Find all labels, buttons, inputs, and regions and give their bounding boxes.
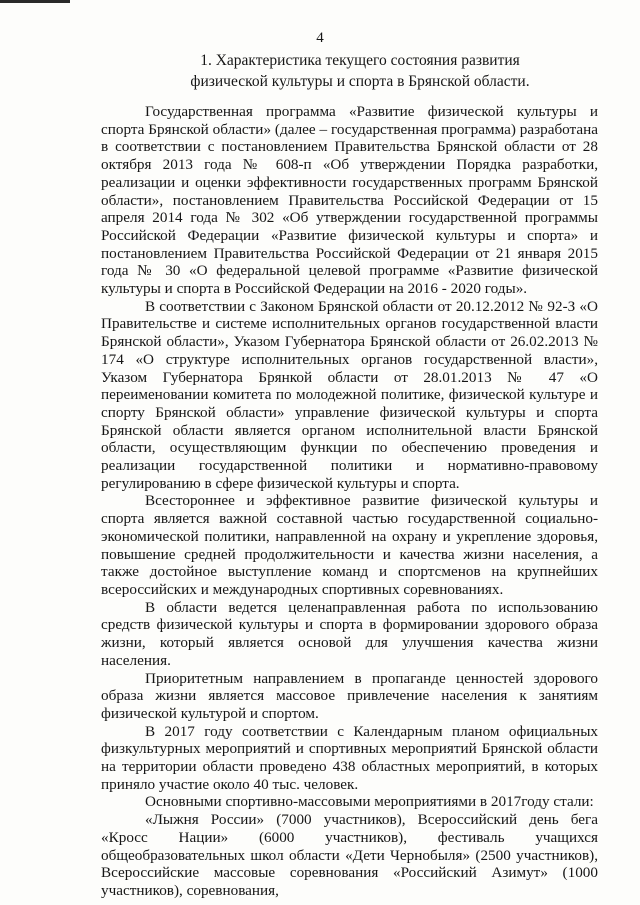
paragraph-2017-events: В 2017 году соответствии с Календарным планом официальных физкультурных мероприятий и спортивных мероприятий Брянской области на территории области проведено 438 областных мероприятий, в которых приняло участие около 40 тыс. человек. <box>101 722 598 793</box>
paragraph-priority-direction: Приоритетным направлением в пропаганде ценностей здорового образа жизни является массовое привлечение населения к занятиям физической культурой и спортом. <box>101 669 598 722</box>
scan-edge-mark <box>0 0 70 3</box>
paragraph-legal-authority: В соответствии с Законом Брянской области от 20.12.2012 № 92-З «О Правительстве и системе исполнительных органов государственной власти Брянской области», Указом Губернатора Брянской области от 26.02.2013 № 174 «О структуре исполнительных органов государственной власти», Указом Губернатора Брянкой области от 28.01.2013 № 47 «О переименовании комитета по молодежной политике, физической культуре и спорту Брянской области» управление физической культуры и спорта Брянской области является органом исполнительной власти Брянской области, осуществляющим функции по обеспечению проведения и реализации государственной политики и нормативно-правовому регулированию в сфере физической культуры и спорта. <box>101 297 598 492</box>
section-heading-line-1: 1. Характеристика текущего состояния развития <box>200 52 520 69</box>
page-number: 4 <box>316 30 324 46</box>
paragraph-main-events-list: «Лыжня России» (7000 участников), Всероссийский день бега «Кросс Нации» (6000 участников), фестиваль учащихся общеобразовательных школ области «Дети Чернобыля» (2500 участников), Всероссийские массовые соревнования «Российский Азимут» (1000 участников), соревнования, <box>101 811 598 899</box>
document-body <box>101 103 598 900</box>
paragraph-program-basis: Государственная программа «Развитие физической культуры и спорта Брянской области» (далее – государственная программа) разработана в соответствии с постановлением Правительства Брянской области от 28 октября 2013 года № 608-п «Об утверждении Порядка разработки, реализации и оценки эффективности государственных программ Брянской области», постановлением Правительства Российской Федерации от 15 апреля 2014 года № 302 «Об утверждении государственной программы Российской Федерации «Развитие физической культуры и спорта» и постановлением Правительства Российской Федерации от 21 января 2015 года № 30 «О федеральной целевой программе «Развитие физической культуры и спорта в Российской Федерации на 2016 - 2020 годы». <box>101 103 598 298</box>
section-heading <box>150 50 570 92</box>
paragraph-main-events-intro: Основными спортивно-массовыми мероприятиями в 2017году стали: <box>145 793 594 811</box>
paragraph-healthy-lifestyle: В области ведется целенаправленная работа по использованию средств физической культуры и спорта в формировании здорового образа жизни, который является основой для улучшения качества жизни населения. <box>101 598 598 669</box>
section-heading-line-2: физической культуры и спорта в Брянской области. <box>190 73 530 90</box>
paragraph-development-goals: Всестороннее и эффективное развитие физической культуры и спорта является важной составной частью государственной социально-экономической политики, направленной на охрану и укрепление здоровья, повышение средней продолжительности и качества жизни населения, а также достойное выступление команд и спортсменов на крупнейших всероссийских и международных спортивных соревнованиях. <box>101 492 598 598</box>
